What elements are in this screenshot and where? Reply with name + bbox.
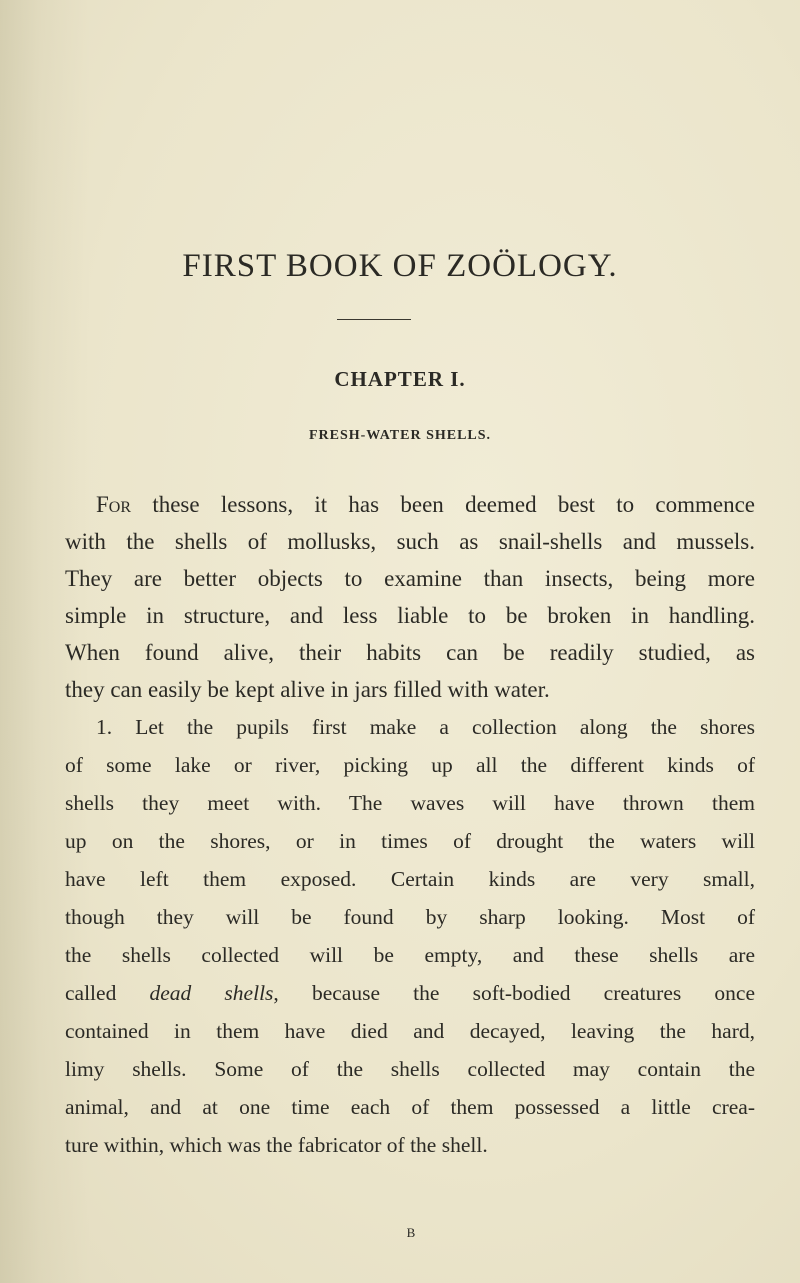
text-line: 1. Let the pupils first make a collection along the shores: [96, 715, 755, 739]
text-line: of some lake or river, picking up all the different kinds of: [65, 753, 755, 777]
text-line: When found alive, their habits can be readily studied, as: [65, 640, 755, 665]
text-line: contained in them have died and decayed, leaving the hard,: [65, 1019, 755, 1043]
book-title: FIRST BOOK OF ZOÖLOGY.: [182, 248, 618, 284]
text-line: they can easily be kept alive in jars filled with water.: [65, 677, 550, 702]
opening-word: For: [96, 492, 132, 517]
text-line: animal, and at one time each of them possessed a little crea-: [65, 1095, 755, 1119]
italic-term: dead shells: [149, 981, 274, 1005]
text-line: simple in structure, and less liable to be broken in handling.: [65, 603, 755, 628]
text-line: with the shells of mollusks, such as snail-shells and mussels.: [65, 529, 755, 554]
chapter-heading: CHAPTER I.: [334, 367, 466, 391]
text-line: They are better objects to examine than insects, being more: [65, 566, 755, 591]
text-line: called dead shells, because the soft-bodied creatures once: [65, 981, 755, 1005]
text-line: up on the shores, or in times of drought the waters will: [65, 829, 755, 853]
signature-mark: B: [406, 1225, 416, 1240]
text-line: the shells collected will be empty, and these shells are: [65, 943, 755, 967]
text-line: have left them exposed. Certain kinds are very small,: [65, 867, 755, 891]
section-title: FRESH-WATER SHELLS.: [308, 428, 492, 443]
text-line: For these lessons, it has been deemed best to commence: [96, 492, 755, 517]
text-line: shells they meet with. The waves will have thrown them: [65, 791, 755, 815]
text-line: ture within, which was the fabricator of the shell.: [65, 1133, 488, 1157]
text-line: though they will be found by sharp looking. Most of: [65, 905, 755, 929]
text-line: limy shells. Some of the shells collected may contain the: [65, 1057, 755, 1081]
title-divider-rule: [337, 319, 411, 320]
